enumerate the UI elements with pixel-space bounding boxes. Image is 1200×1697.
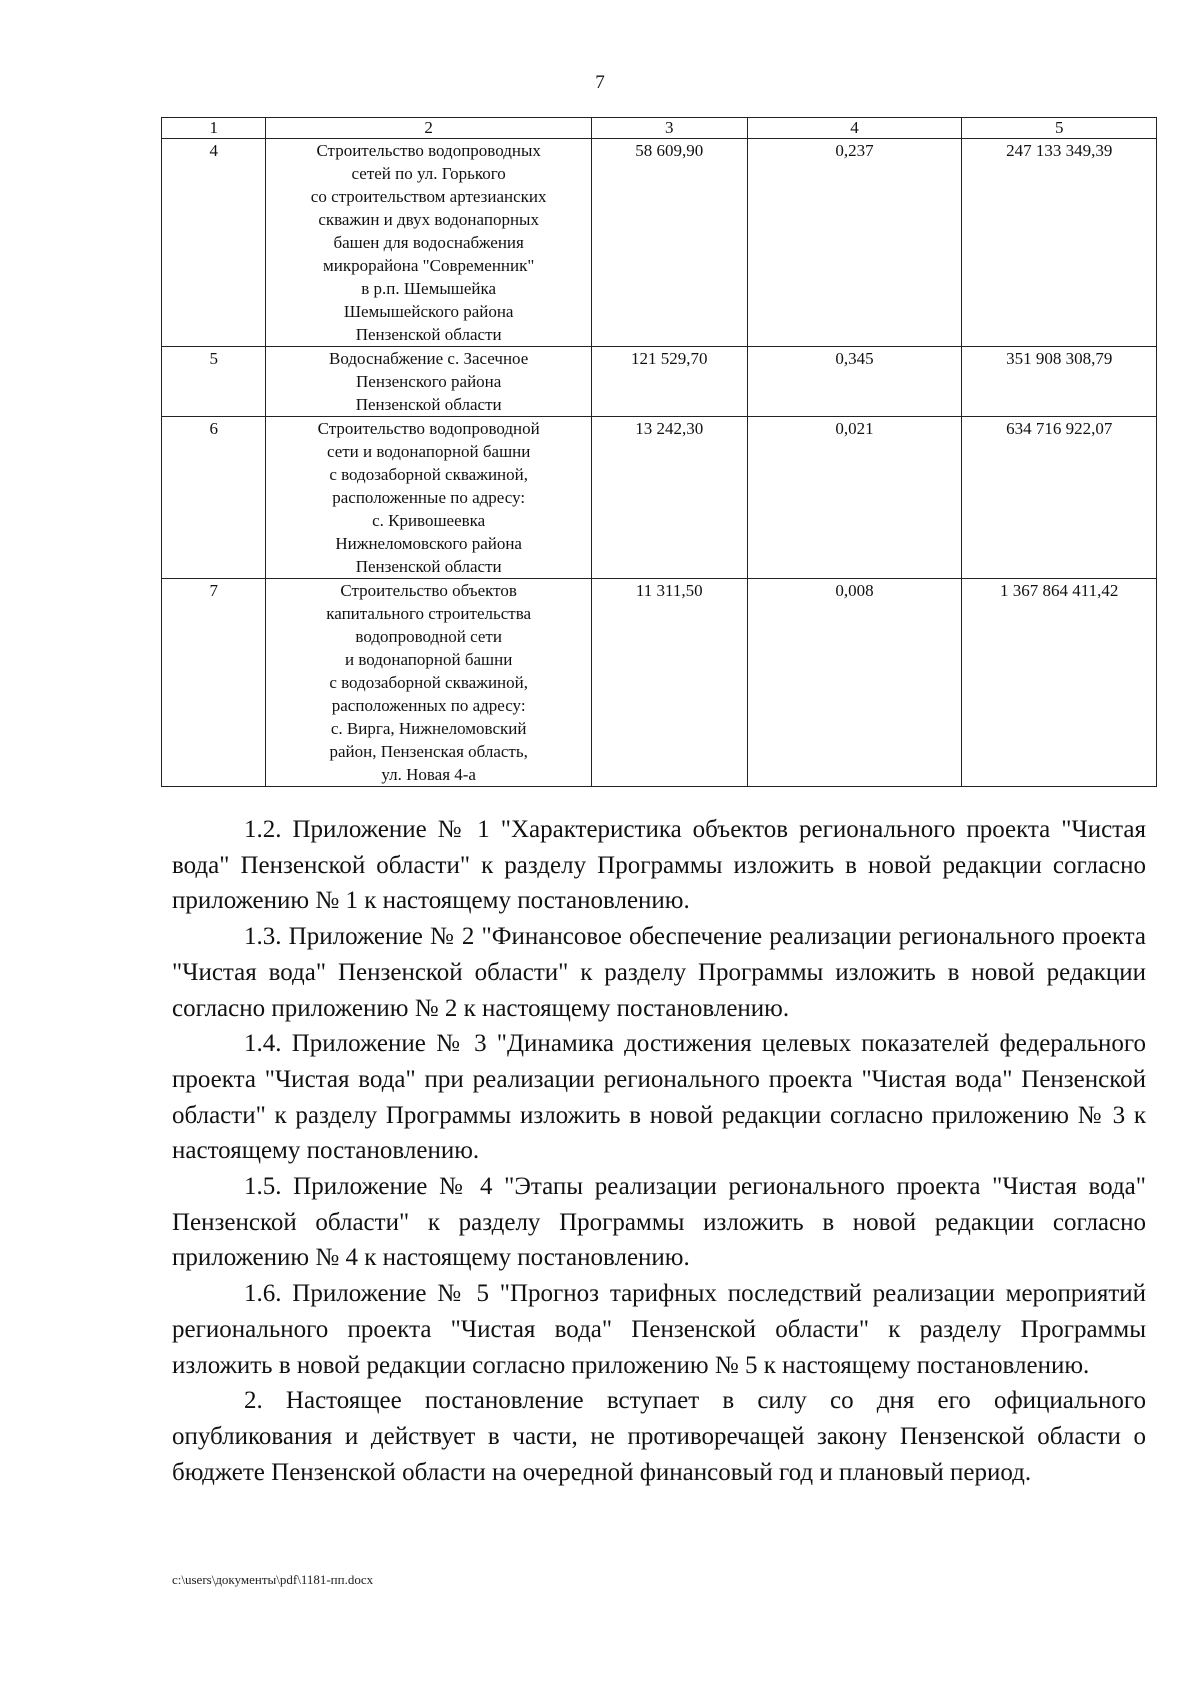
paragraph-1-2: 1.2. Приложение № 1 "Характеристика объектов регионального проекта "Чистая вода" Пензенской области" к разделу Программы изложить в новой редакции согласно приложению № 1 к настоящему постановлению. [172, 816, 1146, 915]
row-number-cell: 5 [162, 347, 266, 417]
value-cell-col5: 247 133 349,39 [962, 139, 1157, 347]
value-cell-col3: 58 609,90 [591, 139, 747, 347]
footer-file-path: c:\users\документы\pdf\1181-пп.docx [172, 1572, 374, 1587]
paragraph-1-4: 1.4. Приложение № 3 "Динамика достижения целевых показателей федерального проекта "Чистая вода" при реализации регионального проекта "Чистая вода" Пензенской области" к разделу Программы изложить в новой редакции согласно приложению № 3 к настоящему постановлению. [172, 1030, 1146, 1165]
table-header-row [162, 118, 1157, 139]
table-row [162, 347, 1157, 417]
column-header: 3 [591, 118, 747, 139]
data-table [161, 117, 1157, 787]
column-header: 5 [962, 118, 1157, 139]
object-name-cell: Строительство водопроводных сетей по ул. Горького со строительством артезианских скважин и двух водонапорных башен для водоснабжения микрорайона "Современник" в р.п. Шемышейка Шемышейского района Пензенской области [266, 139, 592, 347]
value-cell-col4: 0,021 [747, 417, 962, 579]
table-row [162, 579, 1157, 787]
value-cell-col3: 11 311,50 [591, 579, 747, 787]
row-number-cell: 6 [162, 417, 266, 579]
object-name-cell: Водоснабжение с. Засечное Пензенского района Пензенской области [266, 347, 592, 417]
value-cell-col5: 634 716 922,07 [962, 417, 1157, 579]
table-row [162, 417, 1157, 579]
object-name-cell: Строительство водопроводной сети и водонапорной башни с водозаборной скважиной, расположенные по адресу: с. Кривошеевка Нижнеломовского района Пензенской области [266, 417, 592, 579]
value-cell-col3: 13 242,30 [591, 417, 747, 579]
paragraph-1-6: 1.6. Приложение № 5 "Прогноз тарифных последствий реализации мероприятий регионального проекта "Чистая вода" Пензенской области" к разделу Программы изложить в новой редакции согласно приложению № 5 к настоящему постановлению. [172, 1280, 1146, 1379]
table-row [162, 139, 1157, 347]
value-cell-col4: 0,008 [747, 579, 962, 787]
paragraph-1-5: 1.5. Приложение № 4 "Этапы реализации регионального проекта "Чистая вода" Пензенской области" к разделу Программы изложить в новой редакции согласно приложению № 4 к настоящему постановлению. [172, 1173, 1146, 1272]
value-cell-col4: 0,345 [747, 347, 962, 417]
value-cell-col5: 351 908 308,79 [962, 347, 1157, 417]
page-number: 7 [595, 72, 605, 93]
value-cell-col3: 121 529,70 [591, 347, 747, 417]
value-cell-col4: 0,237 [747, 139, 962, 347]
paragraph-1-3: 1.3. Приложение № 2 "Финансовое обеспечение реализации регионального проекта "Чистая вода" Пензенской области" к разделу Программы изложить в новой редакции согласно приложению № 2 к настоящему постановлению. [172, 923, 1146, 1022]
value-cell-col5: 1 367 864 411,42 [962, 579, 1157, 787]
column-header: 1 [162, 118, 266, 139]
object-name-cell: Строительство объектов капитального строительства водопроводной сети и водонапорной башни с водозаборной скважиной, расположенных по адресу: с. Вирга, Нижнеломовский район, Пензенская область, ул. Новая 4-а [266, 579, 592, 787]
column-header: 4 [747, 118, 962, 139]
row-number-cell: 7 [162, 579, 266, 787]
paragraph-2: 2. Настоящее постановление вступает в силу со дня его официального опубликования и действует в части, не противоречащей закону Пензенской области о бюджете Пензенской области на очередной финансовый год и плановый период. [172, 1387, 1146, 1486]
row-number-cell: 4 [162, 139, 266, 347]
body-text [172, 812, 1146, 1490]
column-header: 2 [266, 118, 592, 139]
